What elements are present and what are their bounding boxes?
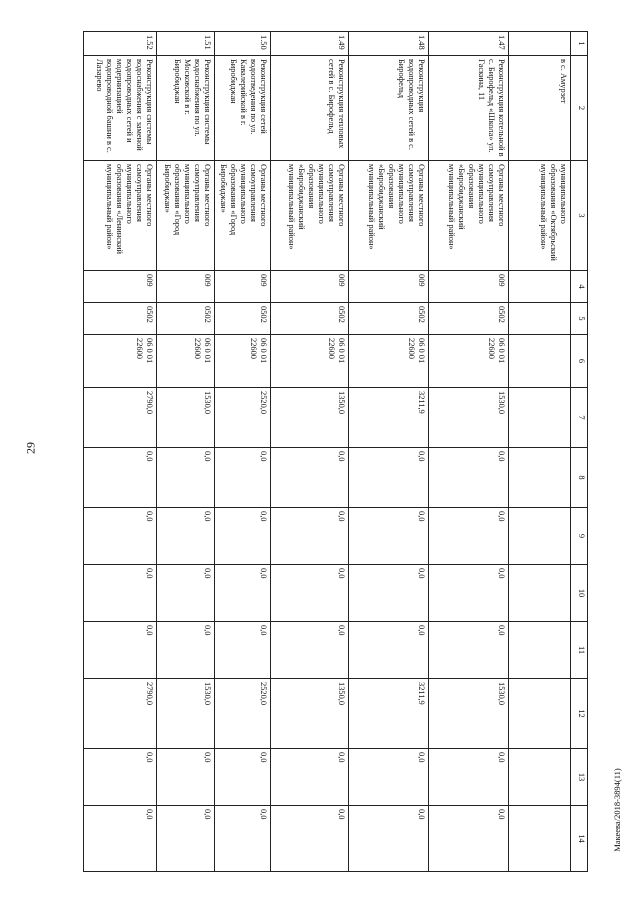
total-amount-cell: 2520,0 xyxy=(215,388,271,448)
column-number-11: 11 xyxy=(571,622,588,679)
funding-cell-col-11: 0,0 xyxy=(271,622,349,679)
row-number-cell: 1.50 xyxy=(215,32,271,56)
funding-cell-col-9: 0,0 xyxy=(157,508,215,565)
funding-cell-col-10 xyxy=(509,565,571,622)
row-number-cell: 1.52 xyxy=(84,32,157,56)
funding-cell-col-13: 0,0 xyxy=(215,749,271,806)
funding-cell-col-9 xyxy=(509,508,571,565)
funding-cell-col-9: 0,0 xyxy=(429,508,509,565)
total-amount-cell: 1530,0 xyxy=(429,388,509,448)
target-article-cell: 06 0 01 22600 xyxy=(215,335,271,388)
funding-cell-col-14: 0,0 xyxy=(349,806,429,872)
funding-cell-col-10: 0,0 xyxy=(84,565,157,622)
funding-cell-col-10: 0,0 xyxy=(215,565,271,622)
total-amount-cell xyxy=(509,388,571,448)
total-amount-cell: 1350,0 xyxy=(271,388,349,448)
program-activities-table xyxy=(83,31,588,872)
ministry-code-cell xyxy=(509,271,571,303)
target-article-cell: 06 0 01 22600 xyxy=(271,335,349,388)
funding-cell-col-9: 0,0 xyxy=(84,508,157,565)
year-amount-cell: 1530,0 xyxy=(429,679,509,749)
row-number-cell: 1.47 xyxy=(429,32,509,56)
funding-cell-col-10: 0,0 xyxy=(271,565,349,622)
column-number-3: 3 xyxy=(571,161,588,271)
year-amount-cell: 2520,0 xyxy=(215,679,271,749)
section-code-cell: 0502 xyxy=(215,303,271,335)
table-row xyxy=(84,32,157,872)
row-number-cell: 1.48 xyxy=(349,32,429,56)
funding-cell-col-9: 0,0 xyxy=(215,508,271,565)
funding-cell-col-14: 0,0 xyxy=(215,806,271,872)
funding-cell-col-8: 0,0 xyxy=(429,448,509,508)
table-row xyxy=(429,32,509,872)
funding-cell-col-8: 0,0 xyxy=(271,448,349,508)
section-code-cell: 0502 xyxy=(84,303,157,335)
funding-cell-col-10: 0,0 xyxy=(157,565,215,622)
funding-cell-col-11 xyxy=(509,622,571,679)
funding-cell-col-14: 0,0 xyxy=(157,806,215,872)
section-code-cell: 0502 xyxy=(157,303,215,335)
funding-cell-col-14: 0,0 xyxy=(271,806,349,872)
table-row xyxy=(349,32,429,872)
section-code-cell: 0502 xyxy=(271,303,349,335)
activity-name-cell: Реконструкция системы водоснабжения по ул. Московской в г. Биробиджан xyxy=(157,56,215,161)
executor-cell: Органы местного самоуправления муниципального образования «Город Биробиджан» xyxy=(215,161,271,271)
ministry-code-cell: 009 xyxy=(271,271,349,303)
funding-cell-col-9: 0,0 xyxy=(349,508,429,565)
activity-name-cell: Реконструкция водопроводных сетей в с. Бирофельд xyxy=(349,56,429,161)
column-number-6: 6 xyxy=(571,335,588,388)
ministry-code-cell: 009 xyxy=(157,271,215,303)
executor-cell: Органы местного самоуправления муниципального образования «Биробиджанский муниципальный район» xyxy=(349,161,429,271)
executor-cell: Органы местного самоуправления муниципального образования «Ленинский муниципальный район» xyxy=(84,161,157,271)
funding-cell-col-11: 0,0 xyxy=(215,622,271,679)
table-row xyxy=(509,32,571,872)
funding-cell-col-10: 0,0 xyxy=(429,565,509,622)
rotated-table-container xyxy=(88,31,588,871)
activity-name-cell: Реконструкция тепловых сетей в с. Бирофельд xyxy=(271,56,349,161)
column-number-14: 14 xyxy=(571,806,588,872)
column-number-10: 10 xyxy=(571,565,588,622)
total-amount-cell: 2790,0 xyxy=(84,388,157,448)
funding-cell-col-13 xyxy=(509,749,571,806)
funding-cell-col-8 xyxy=(509,448,571,508)
activity-name-cell: Реконструкция котельной в с. Бирофельд «Школа» ул. Гаскина, 11 xyxy=(429,56,509,161)
table-row xyxy=(271,32,349,872)
ministry-code-cell: 009 xyxy=(215,271,271,303)
section-code-cell: 0502 xyxy=(429,303,509,335)
target-article-cell: 06 0 01 22600 xyxy=(84,335,157,388)
page-number: 29 xyxy=(23,442,38,454)
row-number-cell: 1.49 xyxy=(271,32,349,56)
funding-cell-col-11: 0,0 xyxy=(349,622,429,679)
target-article-cell xyxy=(509,335,571,388)
funding-cell-col-8: 0,0 xyxy=(215,448,271,508)
document-footer-code: Макеева/2018-3894(11) xyxy=(612,768,622,852)
executor-cell: муниципального образования «Октябрьский муниципальный район» xyxy=(509,161,571,271)
funding-cell-col-13: 0,0 xyxy=(271,749,349,806)
column-number-7: 7 xyxy=(571,388,588,448)
column-number-2: 2 xyxy=(571,56,588,161)
funding-cell-col-11: 0,0 xyxy=(157,622,215,679)
column-number-4: 4 xyxy=(571,271,588,303)
row-number-cell xyxy=(509,32,571,56)
section-code-cell xyxy=(509,303,571,335)
table-body xyxy=(84,32,588,872)
ministry-code-cell: 009 xyxy=(429,271,509,303)
executor-cell: Органы местного самоуправления муниципального образования «Биробиджанский муниципальный район» xyxy=(271,161,349,271)
header-row xyxy=(571,32,588,872)
funding-cell-col-10: 0,0 xyxy=(349,565,429,622)
ministry-code-cell: 009 xyxy=(84,271,157,303)
target-article-cell: 06 0 01 22600 xyxy=(157,335,215,388)
funding-cell-col-14 xyxy=(509,806,571,872)
funding-cell-col-9: 0,0 xyxy=(271,508,349,565)
funding-cell-col-13: 0,0 xyxy=(429,749,509,806)
funding-cell-col-13: 0,0 xyxy=(349,749,429,806)
activity-name-cell: Реконструкция системы водоснабжения с заменой водопроводных сетей и модернизацией водопроводной башни в с. Лазарево xyxy=(84,56,157,161)
total-amount-cell: 3211,9 xyxy=(349,388,429,448)
row-number-cell: 1.51 xyxy=(157,32,215,56)
funding-cell-col-8: 0,0 xyxy=(349,448,429,508)
ministry-code-cell: 009 xyxy=(349,271,429,303)
funding-cell-col-14: 0,0 xyxy=(84,806,157,872)
target-article-cell: 06 0 01 22600 xyxy=(429,335,509,388)
year-amount-cell: 1350,0 xyxy=(271,679,349,749)
column-number-9: 9 xyxy=(571,508,588,565)
executor-cell: Органы местного самоуправления муниципального образования «Город Биробиджан» xyxy=(157,161,215,271)
year-amount-cell xyxy=(509,679,571,749)
total-amount-cell: 1530,0 xyxy=(157,388,215,448)
funding-cell-col-14: 0,0 xyxy=(429,806,509,872)
target-article-cell: 06 0 01 22600 xyxy=(349,335,429,388)
activity-name-cell: в с. Амурзет xyxy=(509,56,571,161)
funding-cell-col-11: 0,0 xyxy=(84,622,157,679)
column-number-1: 1 xyxy=(571,32,588,56)
year-amount-cell: 3211,9 xyxy=(349,679,429,749)
executor-cell: Органы местного самоуправления муниципального образования «Биробиджанский муниципальный район» xyxy=(429,161,509,271)
column-number-13: 13 xyxy=(571,749,588,806)
column-number-5: 5 xyxy=(571,303,588,335)
table-row xyxy=(215,32,271,872)
year-amount-cell: 1530,0 xyxy=(157,679,215,749)
funding-cell-col-13: 0,0 xyxy=(157,749,215,806)
activity-name-cell: Реконструкция сетей водоотведения по ул. Кавалерийской в г. Биробиджан xyxy=(215,56,271,161)
section-code-cell: 0502 xyxy=(349,303,429,335)
funding-cell-col-11: 0,0 xyxy=(429,622,509,679)
table-row xyxy=(157,32,215,872)
funding-cell-col-8: 0,0 xyxy=(157,448,215,508)
year-amount-cell: 2790,0 xyxy=(84,679,157,749)
column-number-8: 8 xyxy=(571,448,588,508)
funding-cell-col-13: 0,0 xyxy=(84,749,157,806)
column-number-12: 12 xyxy=(571,679,588,749)
funding-cell-col-8: 0,0 xyxy=(84,448,157,508)
